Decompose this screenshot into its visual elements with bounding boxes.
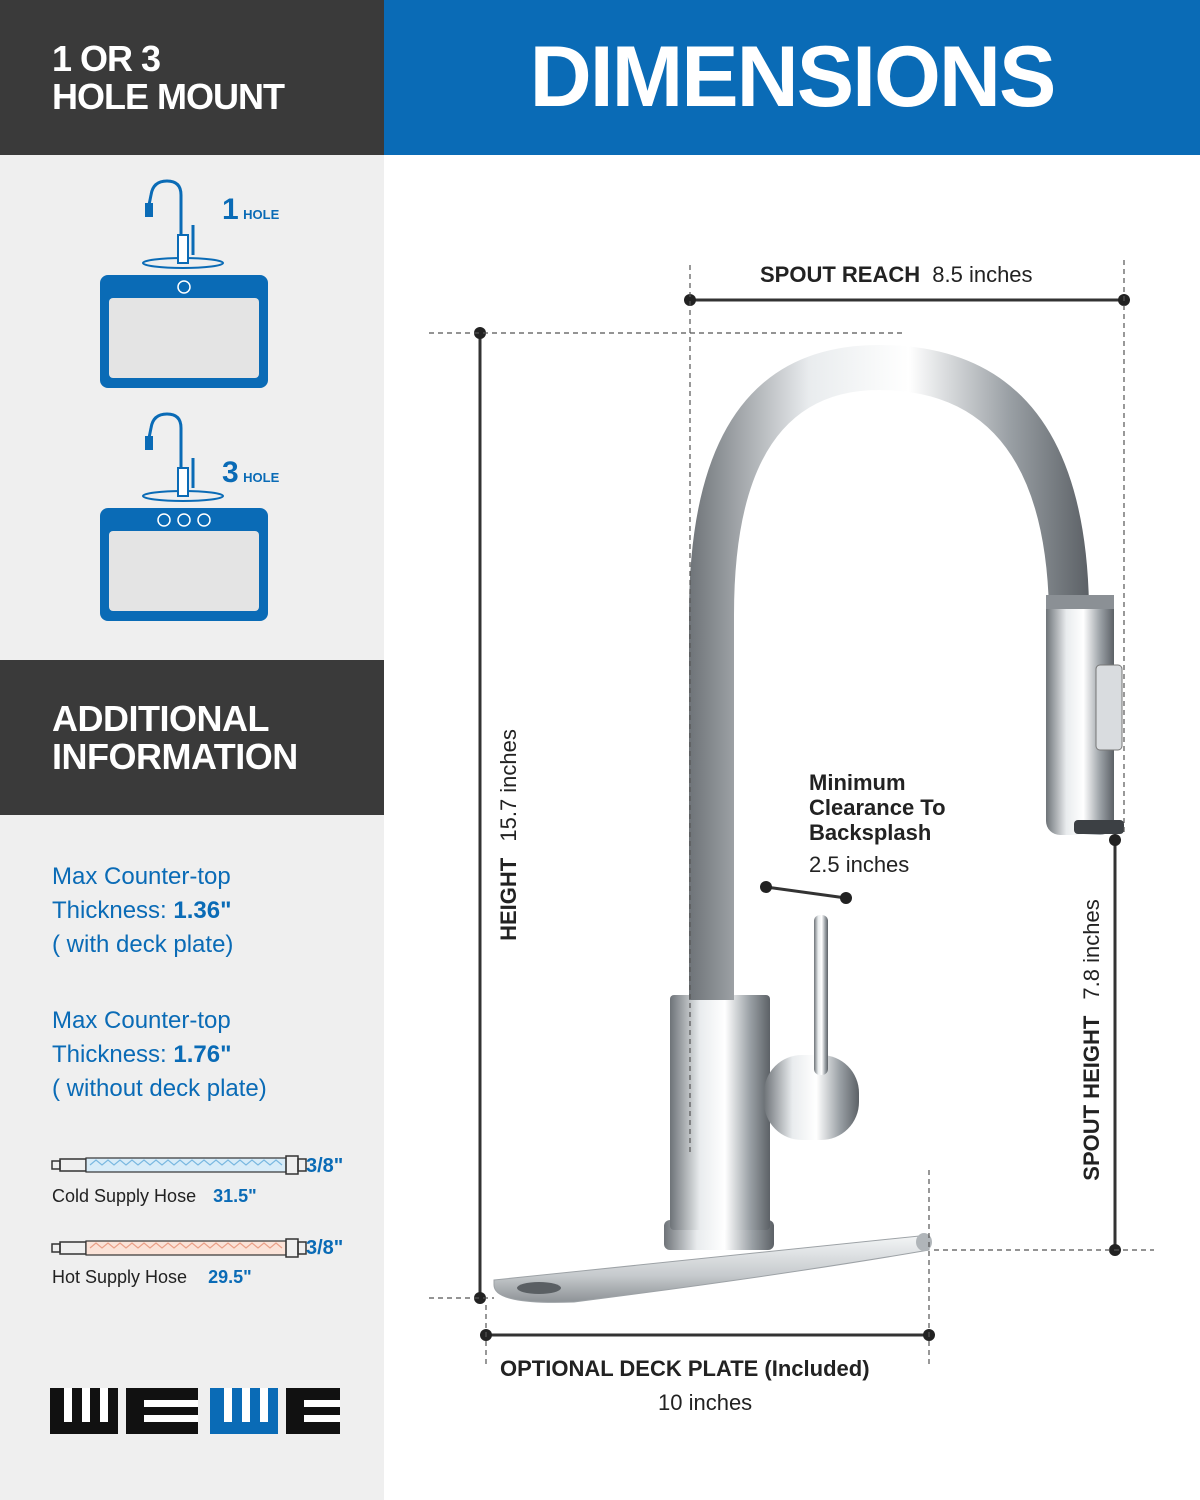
- spout-height-label: SPOUT HEIGHT 7.8 inches: [1079, 899, 1104, 1181]
- thickness-without-plate: Max Counter-top Thickness: 1.76" ( without deck plate): [52, 1007, 267, 1102]
- cold-hose-icon: [50, 1152, 310, 1178]
- wewe-logo: [50, 1388, 340, 1434]
- hole-mount-title: 1 OR 3 HOLE MOUNT: [52, 38, 284, 117]
- hot-hose-icon: [50, 1235, 310, 1261]
- additional-info-header: [0, 660, 384, 815]
- spout-reach-label: SPOUT REACH 8.5 inches: [760, 262, 1033, 287]
- height-label: HEIGHT 15.7 inches: [496, 729, 521, 941]
- clearance-value: 2.5 inches: [809, 852, 910, 877]
- deck-plate-label: OPTIONAL DECK PLATE (Included): [500, 1356, 870, 1381]
- one-hole-label: 1 HOLE: [222, 193, 280, 226]
- hot-hose-size: 3/8": [306, 1237, 344, 1259]
- cold-hose-size: 3/8": [306, 1155, 344, 1177]
- hole-mount-header: [0, 0, 384, 155]
- three-hole-sink-icon: [95, 408, 375, 628]
- deck-plate-value: 10 inches: [658, 1390, 753, 1415]
- three-hole-label: 3 HOLE: [222, 456, 280, 489]
- cold-hose-label-row: Cold Supply Hose 31.5": [52, 1186, 257, 1206]
- thickness-with-plate: Max Counter-top Thickness: 1.36" ( with deck plate): [52, 863, 234, 958]
- dimensions-title: DIMENSIONS: [529, 29, 1055, 125]
- hot-hose-label-row: Hot Supply Hose 29.5": [52, 1267, 252, 1287]
- dimensions-header: [384, 0, 1200, 155]
- additional-info-title: ADDITIONAL INFORMATION: [52, 698, 298, 777]
- clearance-label: Minimum Clearance To Backsplash: [809, 770, 946, 845]
